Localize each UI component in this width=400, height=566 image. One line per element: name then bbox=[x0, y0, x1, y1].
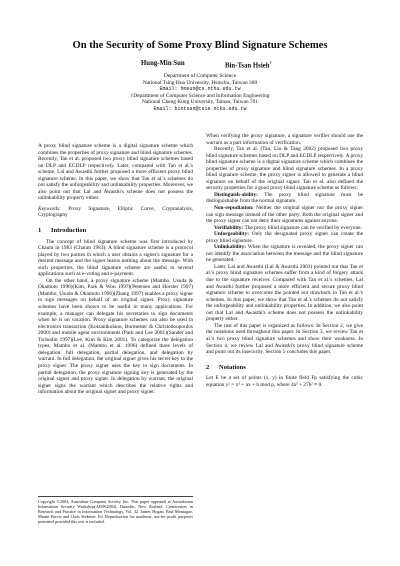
property-text: Only the designated proxy signer can create the proxy blind signature. bbox=[206, 231, 363, 244]
property-text: Neither the original signer nor the proxy signer can sign message instead of the other party. Both the original signer and the proxy signer can not deny their signatures against anyone. bbox=[206, 205, 363, 225]
section-heading-introduction bbox=[38, 228, 193, 235]
property-label: Verifiability: bbox=[214, 224, 244, 231]
property-unlinkability bbox=[206, 244, 363, 264]
keywords-label: Keywords: bbox=[38, 205, 61, 212]
right-column bbox=[206, 133, 363, 388]
property-text: The proxy blind signature can be verified by everyone. bbox=[244, 224, 362, 231]
intro-paragraph-2: On the other hand, a proxy signature scheme (Mambo, Usuda & Okamoto 1996)(Kim, Park & Won 1997)(Petersen and Horster 1997)(Mambo, Usuda & Okamoto 1996)(Zhang 1997) enables a proxy signer to sign messages on behalf of an original signer. Proxy signature schemes have been shown to be useful in many applications. For example, a manager can delegate his secretaries to sign documents when he is on vacation. Proxy signature schemes can also be used in electronics transaction (Kotzanikolaou, Burmester & Christodoupoulos 2000) and mobile agent environments (Park and Lee 2001)(Sander and Tschudin 1997)(Lee, Kim & Kim 2001). To categorize the delegation types, Mambo et al. (Mambo et al. 1996) defined three levels of delegation: full delegation, partial delegation, and delegation by warrant. In full delegation, the original signer gives his secret key to the proxy signer. The proxy signer uses the key to sign documents. In partial delegation, the proxy signature signing key is generated by the original signer and proxy signer. In delegation by warrant, the original signer signs the warrant which describes the relative rights and information about the original signer and proxy signer. bbox=[38, 277, 193, 396]
left-column bbox=[38, 143, 193, 396]
property-non-repudiation bbox=[206, 205, 363, 225]
intro-paragraph-1: The concept of blind signature scheme was first introduced by Chaum in 1983 (Chaum 1983). A blind signature scheme is a protocol played by two parties in which a user obtains a signer's signature for a desired message and the signer learns nothing about the message. With such properties, the blind signature scheme are useful in several applications such as e-voting and e-payment. bbox=[38, 238, 193, 278]
right-paragraph-4: The rest of this paper is organized as follows: In Section 2, we give the notations used throughout this paper. In Section 3, we review Tan et al.'s two proxy blind signature schemes and show their weakness. In Section 4, we review Lal and Awasthi's proxy blind signature scheme and point out its insecurity. Section 5 concludes this paper. bbox=[206, 322, 363, 356]
author-2 bbox=[225, 60, 272, 69]
affiliation-dept-2: †Department of Computer Science and Information Engineering bbox=[130, 92, 270, 99]
copyright-footnote: Copyright ©2004, Australian Computer Society, Inc. This paper appeared at Australasian Information Security Workshop(AISW2004), Dunedin, New Zealand. Conferences in Research and Practice in Information Technology, Vol. 32. James Hogan, Paul Montague, Martin Purvis and Chris Steketee, Ed. Reproduction for academic, not-for profit purposes permitted provided this text is included. bbox=[38, 496, 193, 524]
author-1: Hung-Min Sun bbox=[141, 60, 185, 67]
section-title: Notations bbox=[219, 363, 246, 371]
property-distinguishability bbox=[206, 192, 363, 205]
property-label: Distinguish-ability: bbox=[214, 191, 258, 198]
property-unforgeability bbox=[206, 231, 363, 244]
property-text: The proxy blind signature must be distinguishable from the normal signature. bbox=[206, 191, 363, 205]
affiliation-email-2: Email: bintsan@csie.ncku.edu.tw bbox=[153, 105, 247, 112]
affiliation-email-1: Email: hmsun@cs.nthu.edu.tw bbox=[159, 86, 241, 93]
paper-title: On the Security of Some Proxy Blind Signature Schemes bbox=[72, 40, 328, 51]
author-2-mark: † bbox=[269, 60, 272, 65]
affiliation-univ-1: National Tsing Hua University, Hsinchu, Taiwan 300 bbox=[142, 79, 258, 86]
section-number: 1 bbox=[38, 227, 42, 235]
section-number: 2 bbox=[206, 363, 210, 371]
affiliation-univ-2: National Cheng Kung University, Tainan, Taiwan 701 bbox=[141, 99, 259, 106]
property-label: Unlinkability: bbox=[214, 244, 247, 251]
right-paragraph-1: When verifying the proxy signature, a signature verifier should use the warrant as a part information of verification. bbox=[206, 133, 363, 146]
affiliations bbox=[0, 73, 400, 113]
right-paragraph-2: Recently, Tan et al. (Tan, Liu & Tang 2002) proposed two proxy blind signature schemes based on DLP and ECDLP respectively. A proxy blind signature scheme is a digital signature scheme which combines the properties of proxy signature and blind signature schemes. In a proxy blind signature scheme, the proxy signer is allowed to generate a blind signature on behalf of the original signer. Tan et al. also defined the security properties for a good proxy blind signature scheme as follows: bbox=[206, 146, 363, 192]
property-label: Unforgeability: bbox=[214, 231, 250, 238]
property-label: Non-repudiation: bbox=[214, 205, 254, 212]
notations-paragraph: Let E be a set of points (x, y) in finite field Fp satisfying the cubic equation y² = x³ + ax + b mod p, where 4a³ + 27b² ≠ 0. bbox=[206, 375, 363, 388]
keywords-text: Proxy Signature, Elliptic Curve, Cryptanalysis, Cryptography bbox=[38, 205, 193, 219]
right-paragraph-3: Later, Lal and Awasthi (Lal & Awasthi 2003) pointed out that Tan et al.'s proxy blind signature schemes suffer from a kind of forgery attack due to the signature receiver. Compared with Tan et al.'s schemes, Lal and Awasthi further proposed a more efficient and secure proxy blind signature scheme to overcome the pointed out drawback in Tan et al.'s schemes. In this paper, we show that Tan et al.'s schemes do not satisfy the unforgeability and unlinkability properties. In addition, we also point out that Lal and Awasthi's scheme does not possess the unlinkability property either. bbox=[206, 263, 363, 323]
section-title: Introduction bbox=[51, 227, 87, 235]
abstract-text: A proxy blind signature scheme is a digital signature scheme which combines the properties of proxy signature and blind signature schemes. Recently, Tan et al. proposed two proxy blind signature schemes based on DLP and ECDLP respectively. Later, compared with Tan et al.'s scheme, Lal and Awasthi further proposed a more efficient proxy blind signature scheme. In this paper, we show that Tan et al.'s schemes do not satisfy the unforgeability and unlinkability properties. Moreover, we also point out that Lal and Awasthi's scheme does not possess the unlinkability property either. bbox=[38, 143, 193, 202]
section-heading-notations bbox=[206, 365, 363, 372]
keywords bbox=[38, 206, 193, 219]
affiliation-dept-1: Department of Computer Science bbox=[163, 73, 237, 79]
author-2-name: Bin-Tsan Hsieh bbox=[225, 62, 270, 70]
property-text: When the signature is revealed, the proxy signer can not identify the association between the message and the blind signature he generated. bbox=[206, 244, 363, 264]
